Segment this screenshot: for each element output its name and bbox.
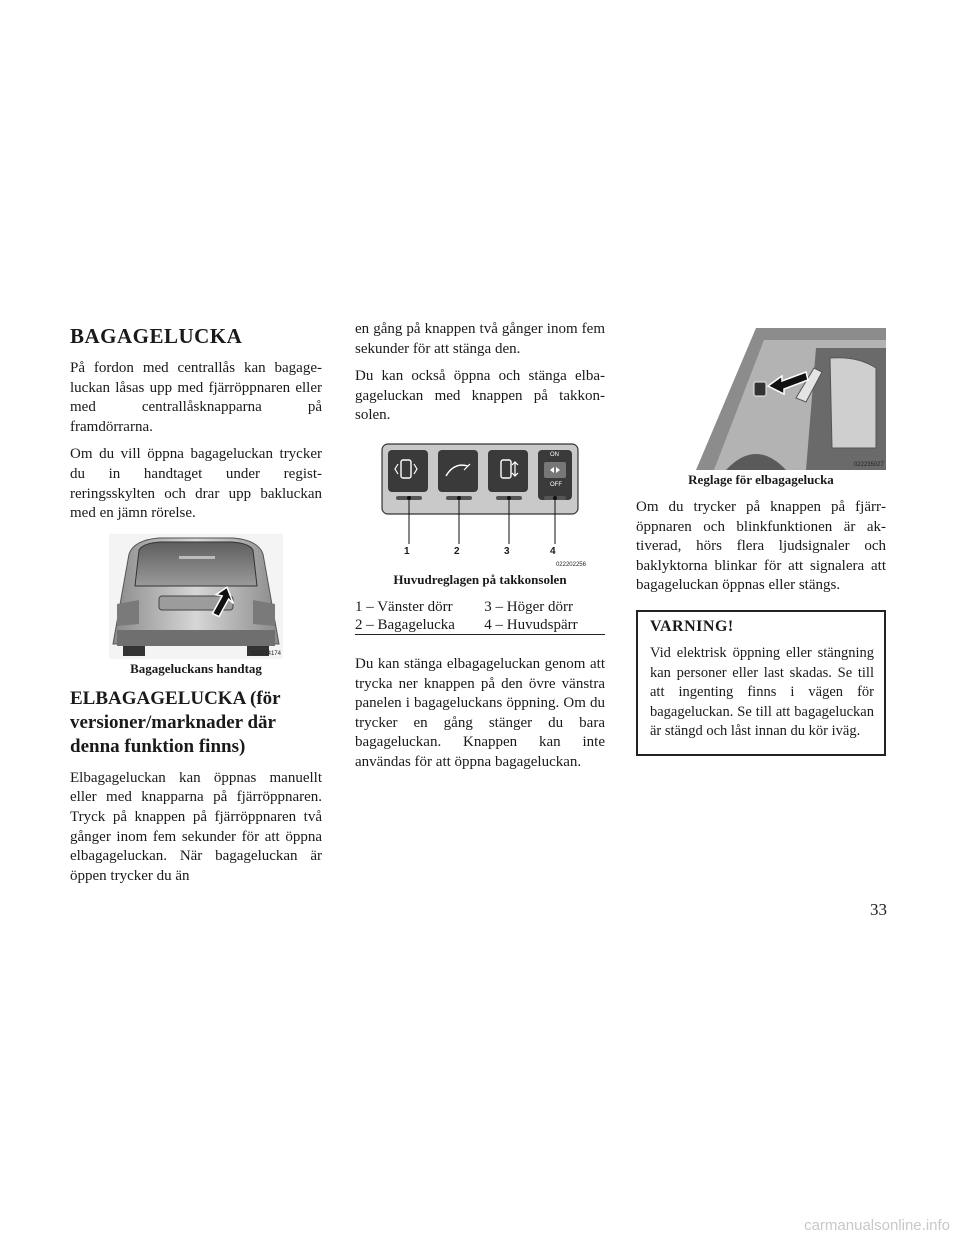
warning-text: Vid elektrisk öppning eller stängning kan personer eller last skadas. Se till att ingenting finns i vägen för bagageluckan. Se till att bagageluckan är stängd och låst innan du kör iväg. — [650, 644, 874, 740]
warning-box — [636, 610, 886, 756]
column-right — [636, 320, 886, 756]
callout-1: 1 — [404, 545, 410, 557]
figure-overhead-console — [374, 440, 586, 570]
figure-tailgate-switch — [636, 328, 886, 470]
column-left — [70, 320, 322, 894]
paragraph-centrallas: På fordon med centrallås kan bagageluckan låsas upp med fjärröppnaren eller med centrallåsknapparna på framdörrarna. — [70, 360, 322, 435]
callout-legend — [355, 598, 605, 635]
column-middle — [355, 320, 605, 781]
off-label: OFF — [550, 481, 562, 488]
figure-caption-handtag: Bagageluckans handtag — [130, 660, 262, 676]
tailgate-handle-illustration — [109, 534, 283, 659]
page-number: 33 — [870, 900, 887, 919]
callout-3: 3 — [504, 545, 510, 557]
figure-caption-takkonsol: Huvudreglagen på takkonsolen — [393, 571, 567, 587]
legend-item: 1 – Vänster dörr — [355, 598, 453, 615]
callout-2: 2 — [454, 545, 460, 557]
tailgate-switch-illustration — [636, 328, 886, 470]
heading-elbagagelucka: ELBAGAGELUCKA (för versioner/marknader där denna funktion finns) — [70, 687, 281, 757]
paragraph-ljudsignaler: Om du trycker på knappen på fjärröppnaren och blinkfunktionen är aktiverad, hörs flera ljudsignaler och baklyktorna blinkar för att signalera att bagageluckan öppnas eller stängs. — [636, 499, 886, 594]
paragraph-stanga: en gång på knappen två gånger inom fem sekunder för att stänga den. — [355, 321, 605, 357]
legend-item: 2 – Bagagelucka — [355, 616, 455, 633]
on-label: ON — [550, 451, 559, 458]
legend-row — [355, 598, 605, 616]
legend-item: 3 – Höger dörr — [484, 598, 574, 615]
paragraph-elbagagelucka: Elbagageluckan kan öppnas manuellt eller med knapparna på fjärröppnaren. Tryck på knappen på fjärröppnaren två gånger inom fem sekunder för att öppna elbagageluckan. När bagageluckan är öppen trycker du än — [70, 769, 322, 884]
figure-code: 022234174 — [250, 650, 281, 657]
callout-4: 4 — [550, 545, 556, 557]
figure-caption-reglage: Reglage för elbagagelucka — [688, 472, 834, 487]
figure-tailgate-handle — [109, 534, 283, 659]
figure-code: 022202256 — [555, 561, 586, 568]
legend-row — [355, 616, 605, 635]
paragraph-stanga-knapp: Du kan stänga elbagageluckan genom att trycka ner knappen på den övre vänstra panelen i bagageluckans öppning. Om du trycker en gång stänger du bara bagageluckan. Knappen kan inte användas för att öppna bagageluckan. — [355, 655, 605, 770]
figure-code: 022235027 — [853, 462, 884, 468]
paragraph-oppna-handtag: Om du vill öppna bagageluckan trycker du in handtaget under registreringsskylten och drar upp bakluckan med en jämn rörelse. — [70, 446, 322, 522]
heading-bagagelucka: BAGAGELUCKA — [70, 324, 243, 348]
watermark-link[interactable]: carmanualsonline.info — [804, 1217, 950, 1234]
legend-item: 4 – Huvudspärr — [484, 616, 578, 633]
warning-title: VARNING! — [650, 617, 734, 635]
paragraph-takkonsol: Du kan också öppna och stänga elbagageluckan med knappen på takkonsolen. — [355, 368, 605, 424]
